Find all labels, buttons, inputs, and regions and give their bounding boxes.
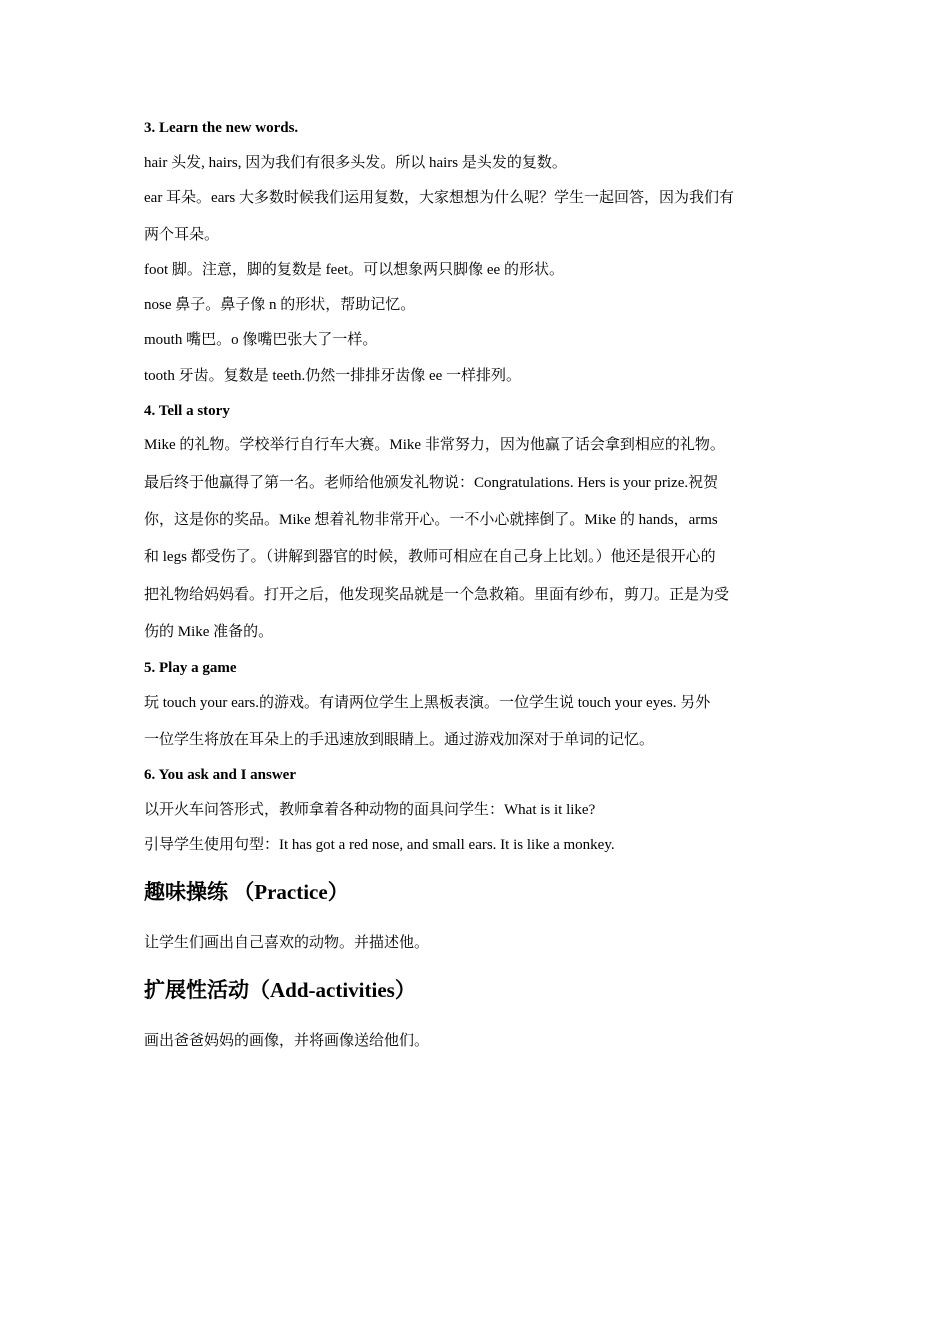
section-6-line-2: 引导学生使用句型：It has got a red nose, and small ears. It is like a monkey. — [144, 837, 615, 853]
section-3-line-1: hair 头发, hairs, 因为我们有很多头发。所以 hairs 是头发的复数。 — [144, 155, 567, 171]
section-3-line-4: foot 脚。注意，脚的复数是 feet。可以想象两只脚像 ee 的形状。 — [144, 262, 564, 278]
section-6-heading: 6. You ask and I answer — [144, 767, 296, 783]
section-4-line-1: Mike 的礼物。学校举行自行车大赛。Mike 非常努力，因为他赢了话会拿到相应的礼物。 — [144, 437, 725, 453]
section-3-line-6: mouth 嘴巴。o 像嘴巴张大了一样。 — [144, 332, 378, 348]
section-5-line-2: 一位学生将放在耳朵上的手迅速放到眼睛上。通过游戏加深对于单词的记忆。 — [144, 732, 655, 748]
section-3-heading: 3. Learn the new words. — [144, 120, 299, 136]
section-3-line-3: 两个耳朵。 — [144, 227, 220, 243]
section-3-line-5: nose 鼻子。鼻子像 n 的形状，帮助记忆。 — [144, 297, 416, 313]
add-activities-title: 扩展性活动（Add-activities） — [144, 978, 416, 1002]
section-3-line-7: tooth 牙齿。复数是 teeth.仍然一排排牙齿像 ee 一样排列。 — [144, 368, 522, 384]
add-activities-line-1: 画出爸爸妈妈的画像，并将画像送给他们。 — [144, 1033, 430, 1049]
section-5-heading: 5. Play a game — [144, 660, 237, 676]
section-5-line-1: 玩 touch your ears.的游戏。有请两位学生上黑板表演。一位学生说 touch your eyes. 另外 — [144, 695, 711, 711]
section-3-line-2: ear 耳朵。ears 大多数时候我们运用复数，大家想想为什么呢？学生一起回答，因为我们有 — [144, 190, 734, 206]
section-4-line-4: 和 legs 都受伤了。（讲解到器官的时候，教师可相应在自己身上比划。）他还是很开心的 — [144, 549, 716, 565]
practice-title: 趣味操练 （Practice） — [144, 880, 349, 904]
section-4-line-2: 最后终于他赢得了第一名。老师给他颁发礼物说：Congratulations. Hers is your prize.祝贺 — [144, 475, 719, 491]
section-4-line-3: 你，这是你的奖品。Mike 想着礼物非常开心。一不小心就摔倒了。Mike 的 hands，arms — [144, 512, 718, 528]
section-4-heading: 4. Tell a story — [144, 403, 230, 419]
section-4-line-5: 把礼物给妈妈看。打开之后，他发现奖品就是一个急救箱。里面有纱布，剪刀。正是为受 — [144, 587, 730, 603]
practice-line-1: 让学生们画出自己喜欢的动物。并描述他。 — [144, 935, 430, 951]
section-4-line-6: 伤的 Mike 准备的。 — [144, 624, 274, 640]
section-6-line-1: 以开火车问答形式，教师拿着各种动物的面具问学生：What is it like? — [144, 802, 596, 818]
